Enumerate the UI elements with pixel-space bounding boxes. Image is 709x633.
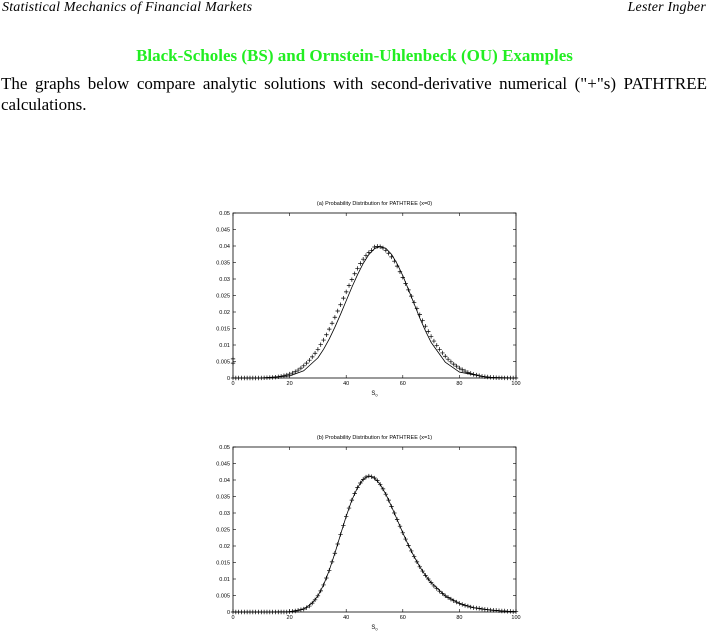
plus-marker: [341, 296, 345, 300]
chart-a: [200, 199, 530, 399]
plus-marker: [327, 327, 331, 331]
plus-marker: [321, 583, 325, 587]
plus-marker: [401, 531, 405, 535]
intro-paragraph: The graphs below compare analytic solutions with second-derivative numerical ("+"s) PATHTREE calculations.: [1, 74, 707, 114]
plus-marker: [330, 321, 334, 325]
plus-marker: [477, 373, 481, 377]
plus-marker: [299, 607, 303, 611]
plus-marker: [333, 551, 337, 555]
x-tick-label: 0: [231, 381, 235, 387]
plus-marker: [440, 351, 444, 355]
x-tick-label: 60: [399, 381, 406, 387]
running-header-right: Lester Ingber: [627, 0, 706, 15]
plus-marker: [338, 532, 342, 536]
plus-marker: [319, 342, 323, 346]
chart-b: [200, 433, 530, 633]
y-tick-label: 0: [226, 376, 230, 382]
plus-marker: [327, 568, 331, 572]
y-tick-label: 0.025: [216, 293, 230, 300]
plus-marker: [310, 355, 314, 359]
plus-marker: [437, 347, 441, 351]
chart-title: (b) Probability Distribution for PATHTREE (x=1): [316, 435, 433, 441]
y-tick-label: 0.04: [219, 244, 230, 250]
plus-marker: [369, 248, 373, 252]
y-tick-label: 0.035: [216, 260, 230, 267]
plus-marker: [449, 360, 453, 364]
plus-marker: [446, 357, 450, 361]
plus-marker: [336, 542, 340, 546]
y-tick-label: 0.035: [216, 494, 230, 501]
plus-marker: [344, 514, 348, 518]
y-tick-label: 0.05: [219, 211, 230, 217]
plus-marker: [392, 511, 396, 515]
x-tick-label: 20: [286, 615, 293, 621]
plus-marker: [341, 523, 345, 527]
plus-marker: [282, 373, 286, 377]
plot-frame: [233, 447, 516, 612]
running-header-left: Statistical Mechanics of Financial Markets: [2, 0, 253, 15]
x-axis-label-text: S: [371, 391, 376, 397]
plus-marker: [514, 609, 518, 613]
x-tick-label: 80: [456, 615, 463, 621]
plus-marker: [313, 351, 317, 355]
plus-marker: [367, 474, 371, 478]
y-tick-label: 0.015: [216, 326, 230, 333]
plus-marker: [293, 609, 297, 613]
analytic-curve: [233, 476, 516, 612]
x-tick-label: 60: [399, 615, 406, 621]
plus-marker: [432, 584, 436, 588]
y-tick-label: 0.005: [216, 593, 230, 600]
plus-marker: [347, 506, 351, 510]
pathtree-markers: [231, 474, 518, 614]
plus-marker: [403, 537, 407, 541]
plus-marker: [443, 354, 447, 358]
plus-marker: [336, 309, 340, 313]
plus-marker: [474, 373, 478, 377]
x-tick-label: 100: [511, 381, 521, 387]
plus-marker: [435, 586, 439, 590]
plus-marker: [330, 560, 334, 564]
plus-marker: [406, 288, 410, 292]
plus-marker: [386, 498, 390, 502]
y-tick-label: 0.02: [219, 544, 230, 550]
plus-marker: [437, 589, 441, 593]
plus-marker: [367, 250, 371, 254]
x-tick-label: 40: [343, 381, 350, 387]
plus-marker: [412, 554, 416, 558]
plus-marker: [316, 347, 320, 351]
y-tick-label: 0.045: [216, 227, 230, 234]
y-tick-label: 0.02: [219, 310, 230, 316]
plus-marker: [384, 248, 388, 252]
plus-marker: [395, 517, 399, 521]
plus-marker: [429, 334, 433, 338]
plus-marker: [231, 357, 235, 361]
y-tick-label: 0.03: [219, 511, 230, 517]
plus-marker: [372, 245, 376, 249]
plus-marker: [403, 281, 407, 285]
x-axis-label-subscript: 0: [375, 626, 378, 632]
plus-marker: [273, 375, 277, 379]
plus-marker: [347, 283, 351, 287]
plus-marker: [514, 376, 518, 380]
plus-marker: [415, 560, 419, 564]
plus-marker: [344, 290, 348, 294]
plus-marker: [409, 549, 413, 553]
section-title: Black-Scholes (BS) and Ornstein-Uhlenbeck (OU) Examples: [136, 46, 573, 65]
plus-marker: [350, 277, 354, 281]
plus-marker: [432, 339, 436, 343]
x-axis-label-text: S: [371, 625, 376, 631]
plus-marker: [333, 315, 337, 319]
x-tick-label: 40: [343, 615, 350, 621]
plus-marker: [355, 266, 359, 270]
plus-marker: [420, 569, 424, 573]
x-tick-label: 80: [456, 381, 463, 387]
plus-marker: [471, 372, 475, 376]
plus-marker: [307, 358, 311, 362]
plot-frame: [233, 213, 516, 378]
y-tick-label: 0.025: [216, 527, 230, 534]
plus-marker: [469, 371, 473, 375]
y-tick-label: 0.01: [219, 577, 230, 583]
x-tick-label: 0: [231, 615, 235, 621]
plus-marker: [338, 303, 342, 307]
plus-marker: [381, 487, 385, 491]
plus-marker: [389, 255, 393, 259]
plus-marker: [321, 338, 325, 342]
y-tick-label: 0: [226, 610, 230, 616]
y-tick-label: 0.04: [219, 478, 230, 484]
y-tick-label: 0.03: [219, 277, 230, 283]
y-tick-label: 0.01: [219, 343, 230, 349]
analytic-curve: [233, 247, 516, 378]
y-tick-label: 0.015: [216, 560, 230, 567]
y-tick-label: 0.05: [219, 445, 230, 451]
plus-marker: [384, 492, 388, 496]
x-axis-label: [371, 391, 378, 398]
y-tick-label: 0.045: [216, 461, 230, 468]
plus-marker: [418, 565, 422, 569]
chart-title: (a) Probability Distribution for PATHTREE (x=0): [316, 201, 433, 207]
plus-marker: [352, 272, 356, 276]
plus-marker: [386, 251, 390, 255]
plus-marker: [435, 343, 439, 347]
plus-marker: [420, 318, 424, 322]
plus-marker: [350, 498, 354, 502]
pathtree-markers: [231, 244, 518, 380]
plus-marker: [358, 261, 362, 265]
plus-marker: [299, 366, 303, 370]
plus-marker: [319, 589, 323, 593]
plus-marker: [409, 294, 413, 298]
plus-marker: [389, 504, 393, 508]
x-tick-label: 100: [511, 615, 521, 621]
plus-marker: [466, 604, 470, 608]
plus-marker: [324, 333, 328, 337]
plus-marker: [477, 606, 481, 610]
x-tick-label: 20: [286, 381, 293, 387]
plus-marker: [302, 364, 306, 368]
plus-marker: [454, 364, 458, 368]
plus-marker: [406, 543, 410, 547]
plus-marker: [304, 361, 308, 365]
plus-marker: [469, 605, 473, 609]
y-tick-label: 0.005: [216, 359, 230, 366]
plus-marker: [452, 362, 456, 366]
plus-marker: [324, 576, 328, 580]
plus-marker: [460, 602, 464, 606]
plus-marker: [398, 524, 402, 528]
plus-marker: [463, 603, 467, 607]
x-axis-label-subscript: 0: [375, 392, 378, 398]
plus-marker: [392, 259, 396, 263]
plus-marker: [352, 491, 356, 495]
